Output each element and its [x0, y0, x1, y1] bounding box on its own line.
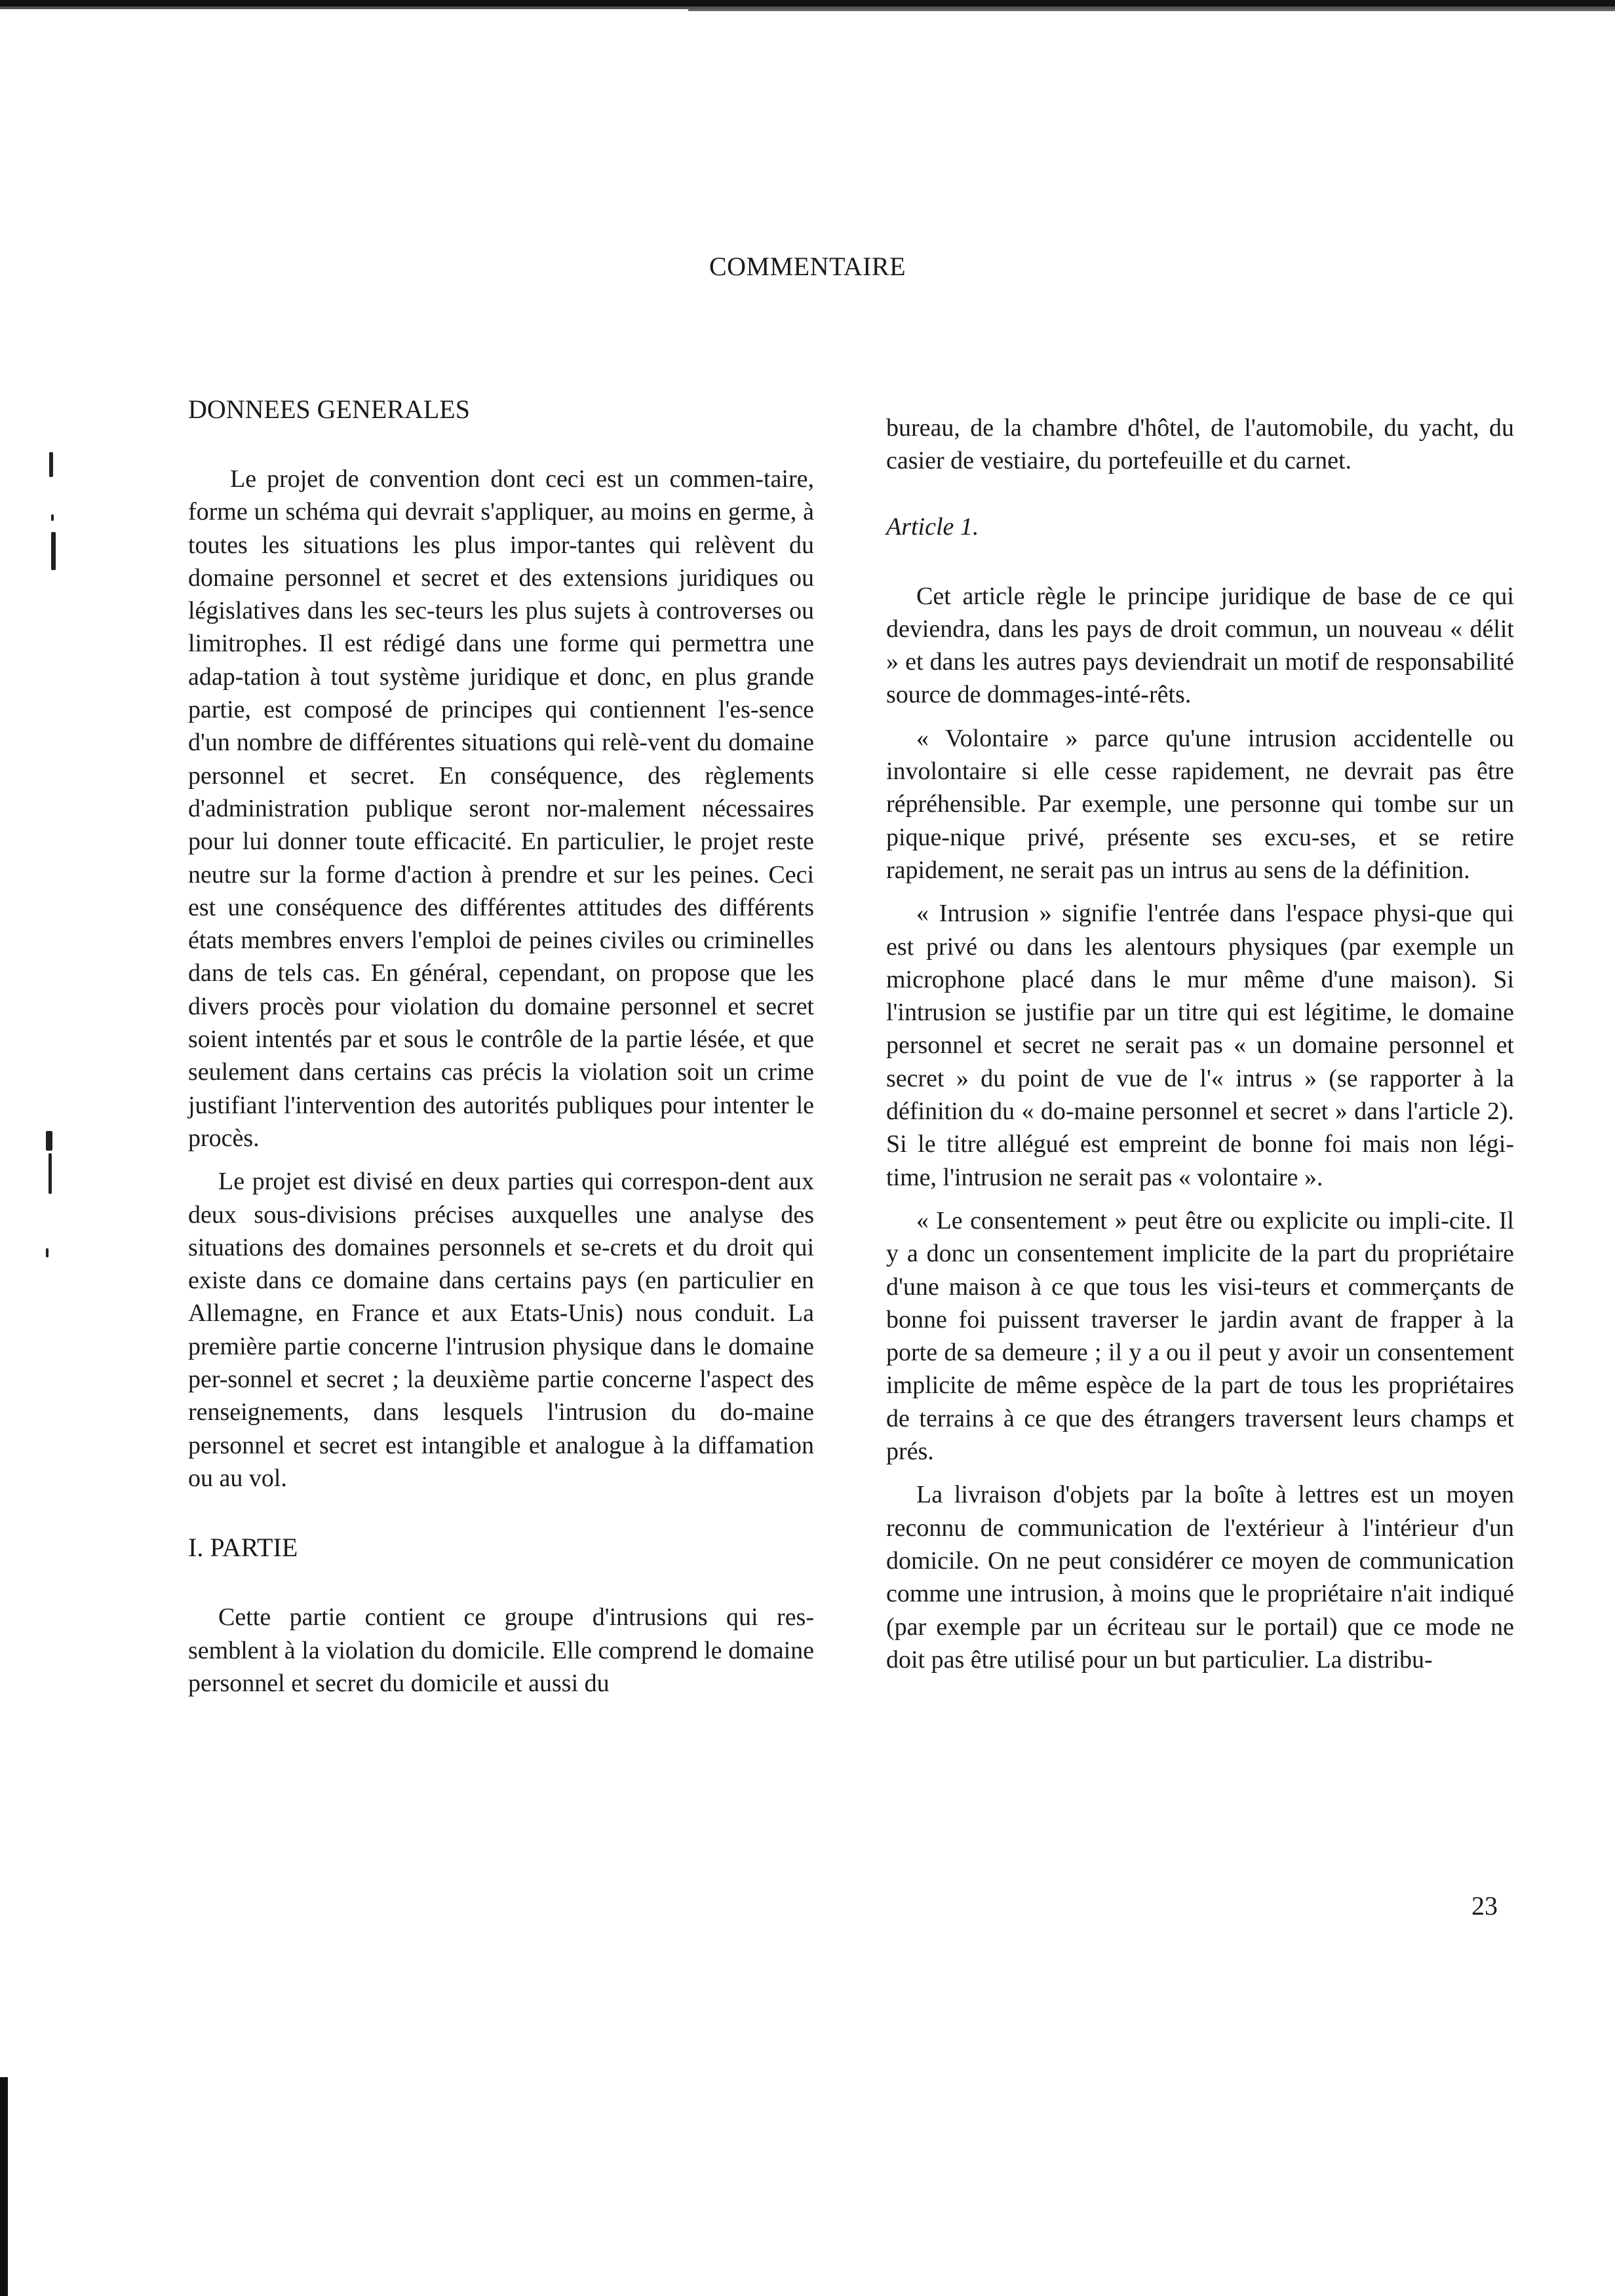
- paragraph: Le projet de convention dont ceci est un commen-taire, forme un schéma qui devrait s'appliquer, au moins en germe, à toutes les situations les plus impor-tantes qui relèvent du domaine personnel et secret et des extensions juridiques ou législatives dans les sec-teurs les plus sujets à controverses ou limitrophes. Il est rédigé dans une forme qui permettra une adap-tation à tout système juridique et donc, en plus grande partie, est composé de principes qui contiennent l'es-sence d'un nombre de différentes situations qui relè-vent du domaine personnel et secret. En conséquence, des règlements d'administration publique seront nor-malement nécessaires pour lui donner toute efficacité. En particulier, le projet reste neutre sur la forme d'action à prendre et sur les peines. Ceci est une conséquence des différentes attitudes des différents états membres envers l'emploi de peines civiles ou criminelles dans de tels cas. En général, cependant, on propose que les divers procès pour violation du domaine personnel et secret soient intentés par et sous le contrôle de la partie lésée, et que seulement dans certains cas précis la violation soit un crime justifiant l'intervention des autorités publiques pour intenter le procès.: [188, 465, 814, 1152]
- scan-top-border: [0, 0, 1615, 9]
- scan-speck: [49, 452, 53, 477]
- scan-speck: [46, 1248, 49, 1257]
- page-number: 23: [1471, 1891, 1498, 1921]
- scan-left-edge: [0, 2077, 8, 2296]
- section-heading-partie: I. PARTIE: [188, 1533, 298, 1563]
- scan-speck: [46, 1131, 52, 1151]
- scan-speck: [51, 532, 56, 570]
- paragraph: « Volontaire » parce qu'une intrusion accidentelle ou involontaire si elle cesse rapidement, ne devrait pas être répréhensible. Par exemple, une personne qui tombe sur un pique-nique privé, présente ses excu-ses, et se retire rapidement, ne serait pas un intrus au sens de la définition.: [886, 724, 1514, 884]
- paragraph-continuation: bureau, de la chambre d'hôtel, de l'automobile, du yacht, du casier de vestiaire, du portefeuille et du carnet.: [886, 414, 1514, 475]
- scan-top-line: [688, 9, 1615, 11]
- paragraph: Cette partie contient ce groupe d'intrusions qui res-semblent à la violation du domicile. Elle comprend le domaine personnel et secret du domicile et aussi du: [188, 1603, 814, 1697]
- left-column: [188, 393, 814, 1710]
- running-head: COMMENTAIRE: [709, 252, 906, 281]
- paragraph: « Le consentement » peut être ou explicite ou impli-cite. Il y a donc un consentement implicite de la part du propriétaire d'une maison à ce que tous les visi-teurs et commerçants de bonne foi puissent traverser le jardin avant de frapper à la porte de sa demeure ; il y a ou il peut y avoir un consentement implicite de même espèce de la part de tous les propriétaires de terrains à ce que des étrangers traversent leurs champs et prés.: [886, 1206, 1514, 1466]
- article-heading: Article 1.: [886, 512, 979, 541]
- paragraph: Cet article règle le principe juridique de base de ce qui deviendra, dans les pays de droit commun, un nouveau « délit » et dans les autres pays deviendrait un motif de responsabilité source de dommages-inté-rêts.: [886, 582, 1514, 709]
- scan-speck: [49, 1153, 52, 1194]
- paragraph: Le projet est divisé en deux parties qui correspon-dent aux deux sous-divisions précises auxquelles une analyse des situations des domaines personnels et se-crets et du droit qui existe dans ce domaine dans certains pays (en particulier en Allemagne, en France et aux Etats-Unis) nous conduit. La première partie concerne l'intrusion physique dans le domaine per-sonnel et secret ; la deuxième partie concerne l'aspect des renseignements, dans lesquels l'intrusion du do-maine personnel et secret est intangible et analogue à la diffamation ou au vol.: [188, 1168, 814, 1492]
- scan-speck: [51, 514, 54, 521]
- paragraph: La livraison d'objets par la boîte à lettres est un moyen reconnu de communication de l'extérieur à l'intérieur d'un domicile. On ne peut considérer ce moyen de communication comme une intrusion, à moins que le propriétaire n'ait indiqué (par exemple par un écriteau sur le portail) que ce mode ne doit pas être utilisé pour un but particulier. La distribu-: [886, 1481, 1514, 1674]
- paragraph: « Intrusion » signifie l'entrée dans l'espace physi-que qui est privé ou dans les alentours physiques (par exemple un microphone placé dans le mur même d'une maison). Si l'intrusion se justifie par un titre qui est légitime, le domaine personnel et secret ne serait pas « un domaine personnel et secret » du point de vue de l'« intrus » (se rapporter à la définition du « do-maine personnel et secret » dans l'article 2). Si le titre allégué est empreint de bonne foi mais non légi-time, l'intrusion ne serait pas « volontaire ».: [886, 900, 1514, 1191]
- right-column: [886, 411, 1514, 1687]
- section-heading-donnees-generales: DONNEES GENERALES: [188, 394, 470, 424]
